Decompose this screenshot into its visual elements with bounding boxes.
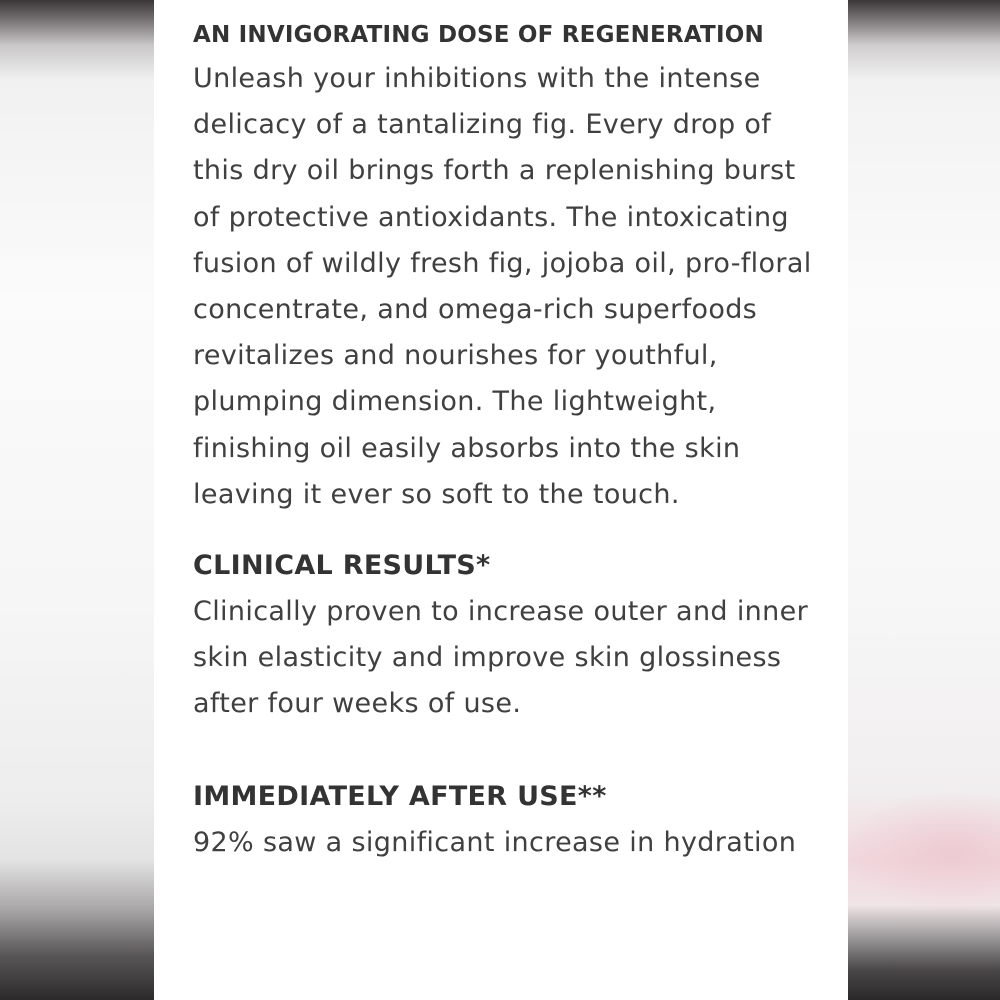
section-heading-immediately-after-use: IMMEDIATELY AFTER USE** (193, 780, 607, 812)
section-clinical-results (193, 543, 828, 728)
blurred-backdrop-right (840, 0, 1000, 1000)
section-body-regeneration: Unleash your inhibitions with the intense delicacy of a tantalizing fig. Every drop of this dry oil brings forth a replenishing burst of protective antioxidants. The intoxicating fusion of wildly fresh fig, jojoba oil, pro-floral concentrate, and omega-rich superfoods revitalizes and nourishes for youthful, plumping dimension. The lightweight, finishing oil easily absorbs into the skin leaving it ever so soft to the touch. (193, 63, 812, 510)
section-body-clinical-results: Clinically proven to increase outer and inner skin elasticity and improve skin glossiness after four weeks of use. (193, 596, 809, 720)
section-immediately-after-use (193, 774, 828, 866)
section-regeneration (193, 14, 828, 518)
section-heading-clinical-results: CLINICAL RESULTS* (193, 550, 491, 582)
blurred-backdrop-left (0, 0, 160, 1000)
section-body-immediately-after-use: 92% saw a significant increase in hydration (193, 826, 797, 858)
product-description-panel[interactable] (154, 0, 848, 1000)
section-heading-regeneration: AN INVIGORATING DOSE OF REGENERATION (193, 22, 764, 48)
